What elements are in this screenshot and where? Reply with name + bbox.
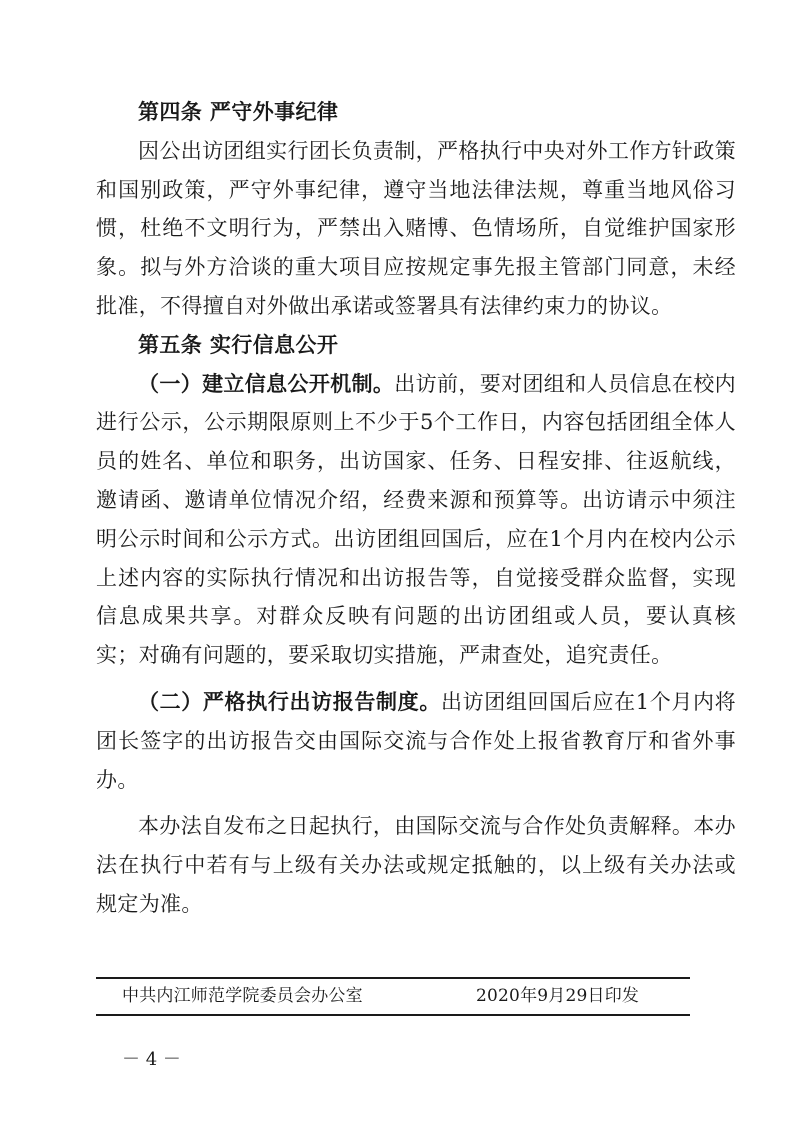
footer-top-rule xyxy=(96,977,690,979)
footer-issuer: 中共内江师范学院委员会办公室 xyxy=(122,986,363,1006)
footer-date: 2020年9月29日印发 xyxy=(476,986,640,1006)
footer-bottom-rule xyxy=(96,1014,690,1016)
article-4-paragraph: 因公出访团组实行团长负责制，严格执行中央对外工作方针政策和国别政策，严守外事纪律，遵守当地法律法规，尊重当地风俗习惯，杜绝不文明行为，严禁出入赌博、色情场所，自觉维护国家形象。拟与外方洽谈的重大项目应按规定事先报主管部门同意，未经批准，不得擅自对外做出承诺或签署具有法律约束力的协议。 xyxy=(96,138,736,318)
article-5-item-2 xyxy=(96,683,736,799)
item-1-text: 出访前，要对团组和人员信息在校内进行公示，公示期限原则上不少于5个工作日，内容包括团组全体人员的姓名、单位和职务，出访国家、任务、日程安排、往返航线，邀请函、邀请单位情况介绍，经费来源和预算等。出访请示中须注明公示时间和公示方式。出访团组回国后，应在1个月内在校内公示上述内容的实际执行情况和出访报告等，自觉接受群众监督，实现信息成果共享。对群众反映有问题的出访团组或人员，要认真核实；对确有问题的，要采取切实措施，严肃查处，追究责任。 xyxy=(96,371,736,668)
item-2-lead: （二）严格执行出访报告制度。 xyxy=(138,689,441,714)
item-2-text: 出访团组回国后应在1个月内将团长签字的出访报告交由国际交流与合作处上报省教育厅和省外事办。 xyxy=(96,689,736,792)
page-number: － 4 － xyxy=(122,1049,181,1070)
article-5-item-1 xyxy=(96,365,736,675)
item-1-lead: （一）建立信息公开机制。 xyxy=(138,371,395,396)
article-4-heading: 第四条 严守外事纪律 xyxy=(138,100,339,124)
article-5-heading: 第五条 实行信息公开 xyxy=(138,332,339,357)
closing-paragraph: 本办法自发布之日起执行，由国际交流与合作处负责解释。本办法在执行中若有与上级有关办法或规定抵触的，以上级有关办法或规定为准。 xyxy=(96,814,736,916)
document-body xyxy=(96,93,736,924)
